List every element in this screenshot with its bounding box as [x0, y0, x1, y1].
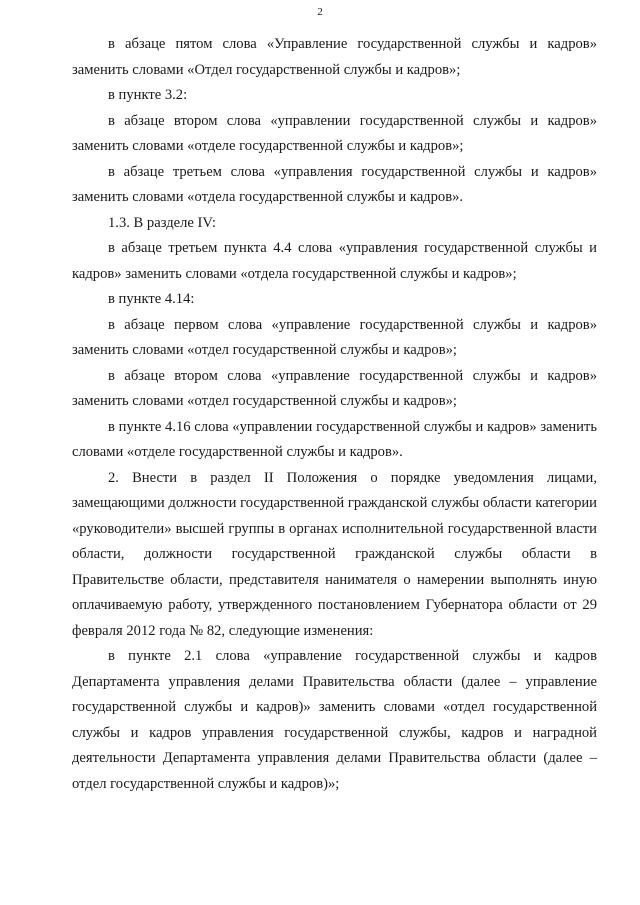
paragraph: в пункте 4.14:	[108, 291, 195, 307]
document-body	[72, 32, 597, 797]
paragraph: в пункте 4.16 слова «управлении государственной службы и кадров» заменить словами «отделе государственной службы и кадров».	[72, 418, 597, 460]
paragraph: в абзаце третьем слова «управления государственной службы и кадров» заменить словами «отдела государственной службы и кадров».	[72, 163, 597, 205]
paragraph: в абзаце первом слова «управление государственной службы и кадров» заменить словами «отдел государственной службы и кадров»;	[72, 316, 597, 358]
paragraph: в пункте 3.2:	[108, 87, 188, 103]
paragraph: в абзаце третьем пункта 4.4 слова «управления государственной службы и кадров» заменить словами «отдела государственной службы и кадров»;	[72, 240, 597, 282]
paragraph: в абзаце пятом слова «Управление государственной службы и кадров» заменить словами «Отдел государственной службы и кадров»;	[72, 36, 597, 78]
page-number: 2	[317, 6, 323, 18]
section-heading: 1.3. В разделе IV:	[108, 214, 216, 231]
paragraph: в абзаце втором слова «управлении государственной службы и кадров» заменить словами «отделе государственной службы и кадров»;	[72, 112, 597, 154]
paragraph: в абзаце втором слова «управление государственной службы и кадров» заменить словами «отдел государственной службы и кадров»;	[72, 367, 597, 409]
paragraph: в пункте 2.1 слова «управление государственной службы и кадров Департамента управления делами Правительства области (далее – управление государственной службы и кадров)» заменить словами «отдел государственной службы и кадров управления государственной службы, кадров и наградной деятельности Департамента управления делами Правительства области (далее – отдел государственной службы и кадров)»;	[72, 648, 597, 792]
paragraph: 2. Внести в раздел II Положения о порядке уведомления лицами, замещающими должности государственной гражданской службы области категории «руководители» высшей группы в органах исполнительной государственной власти области, должности государственной гражданской службы области в Правительстве области, представителя нанимателя о намерении выполнять иную оплачиваемую работу, утвержденного постановлением Губернатора области от 29 февраля 2012 года № 82, следующие изменения:	[72, 469, 597, 639]
